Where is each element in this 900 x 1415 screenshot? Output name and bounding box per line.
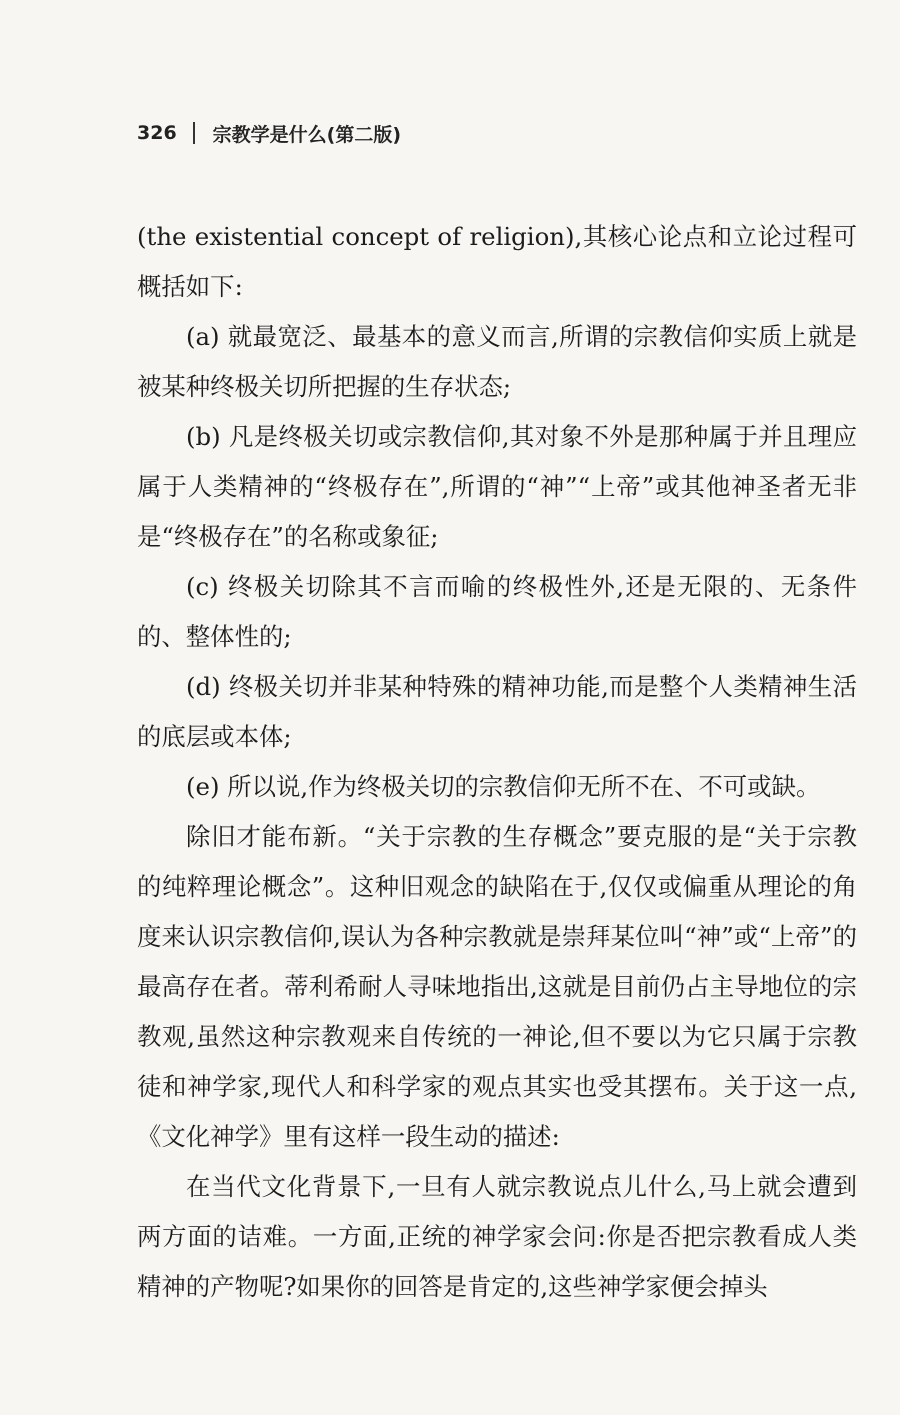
page-number: 326 xyxy=(137,122,177,144)
running-header xyxy=(137,117,401,149)
paragraph-quotation: 在当代文化背景下,一旦有人就宗教说点儿什么,马上就会遭到两方面的诘难。一方面,正统的神学家会问:你是否把宗教看成人类精神的产物呢?如果你的回答是肯定的,这些神学家便会掉头 xyxy=(137,1172,857,1301)
list-item-d: (d) 终极关切并非某种特殊的精神功能,而是整个人类精神生活的底层或本体; xyxy=(137,672,857,751)
list-item-a: (a) 就最宽泛、最基本的意义而言,所谓的宗教信仰实质上就是被某种终极关切所把握的生存状态; xyxy=(137,322,857,401)
paragraph-intro: (the existential concept of religion),其核心论点和立论过程可概括如下: xyxy=(137,222,857,301)
body-text xyxy=(137,212,857,1312)
list-item-c: (c) 终极关切除其不言而喻的终极性外,还是无限的、无条件的、整体性的; xyxy=(137,572,857,651)
book-title: 宗教学是什么(第二版) xyxy=(212,123,402,146)
list-item-b: (b) 凡是终极关切或宗教信仰,其对象不外是那种属于并且理应属于人类精神的“终极存在”,所谓的“神”“上帝”或其他神圣者无非是“终极存在”的名称或象征; xyxy=(137,422,857,551)
header-divider xyxy=(193,122,195,144)
paragraph-discussion: 除旧才能布新。“关于宗教的生存概念”要克服的是“关于宗教的纯粹理论概念”。这种旧观念的缺陷在于,仅仅或偏重从理论的角度来认识宗教信仰,误认为各种宗教就是崇拜某位叫“神”或“上帝”的最高存在者。蒂利希耐人寻味地指出,这就是目前仍占主导地位的宗教观,虽然这种宗教观来自传统的一神论,但不要以为它只属于宗教徒和神学家,现代人和科学家的观点其实也受其摆布。关于这一点,《文化神学》里有这样一段生动的描述: xyxy=(137,822,857,1151)
list-item-e: (e) 所以说,作为终极关切的宗教信仰无所不在、不可或缺。 xyxy=(186,772,821,801)
